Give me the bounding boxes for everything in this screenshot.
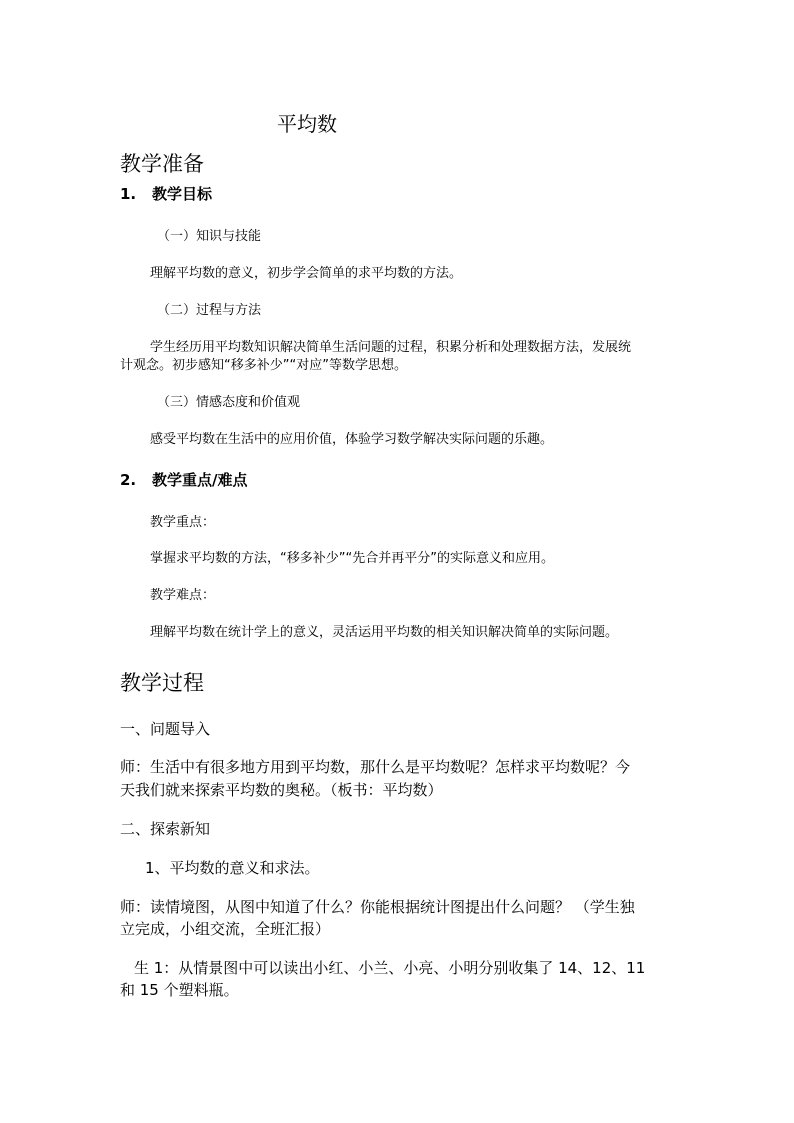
student-answer-line1: 生 1：从情景图中可以读出小红、小兰、小亮、小明分别收集了 14、12、11 bbox=[134, 959, 646, 977]
intro-paragraph-line2: 天我们就来探索平均数的奥秘。（板书：平均数） bbox=[120, 781, 443, 799]
subheading-attitude-values: （三）情感态度和价值观 bbox=[157, 395, 301, 410]
subheading-knowledge-skills: （一）知识与技能 bbox=[157, 229, 262, 244]
key-point-text: 掌握求平均数的方法，“移多补少”“先合并再平分”的实际意义和应用。 bbox=[150, 551, 554, 566]
text-process-method-line2: 计观念。初步感知“移多补少”“对应”等数学思想。 bbox=[120, 358, 407, 373]
item-1-heading bbox=[120, 183, 212, 204]
subsection-meaning-and-method: 1、平均数的意义和求法。 bbox=[145, 859, 320, 877]
situation-paragraph-line1: 师：读情境图，从图中知道了什么？你能根据统计图提出什么问题？ （学生独 bbox=[120, 898, 635, 916]
heading-teaching-preparation: 教学准备 bbox=[120, 152, 204, 176]
difficulty-label: 教学难点： bbox=[150, 588, 216, 603]
heading-teaching-process: 教学过程 bbox=[120, 671, 204, 695]
part-2-heading: 二、探索新知 bbox=[120, 820, 211, 838]
item-2-label: 教学重点/难点 bbox=[152, 471, 248, 489]
text-attitude-values: 感受平均数在生活中的应用价值，体验学习数学解决实际问题的乐趣。 bbox=[150, 432, 554, 447]
difficulty-text: 理解平均数在统计学上的意义，灵活运用平均数的相关知识解决简单的实际问题。 bbox=[150, 625, 619, 640]
item-2-number: 2. bbox=[120, 471, 137, 489]
text-process-method-line1: 学生经历用平均数知识解决简单生活问题的过程，积累分析和处理数据方法，发展统 bbox=[150, 340, 632, 355]
situation-paragraph-line2: 立完成，小组交流，全班汇报） bbox=[120, 920, 331, 938]
item-1-number: 1. bbox=[120, 185, 137, 203]
item-1-label: 教学目标 bbox=[152, 185, 213, 203]
item-2-heading bbox=[120, 469, 247, 490]
subheading-process-method: （二）过程与方法 bbox=[157, 303, 262, 318]
intro-paragraph-line1: 师：生活中有很多地方用到平均数，那什么是平均数呢？怎样求平均数呢？今 bbox=[120, 758, 631, 776]
part-1-heading: 一、问题导入 bbox=[120, 720, 211, 738]
document-title: 平均数 bbox=[277, 112, 337, 136]
student-answer-line2: 和 15 个塑料瓶。 bbox=[120, 981, 239, 999]
text-knowledge-skills: 理解平均数的意义，初步学会简单的求平均数的方法。 bbox=[150, 266, 463, 281]
key-point-label: 教学重点： bbox=[150, 515, 216, 530]
